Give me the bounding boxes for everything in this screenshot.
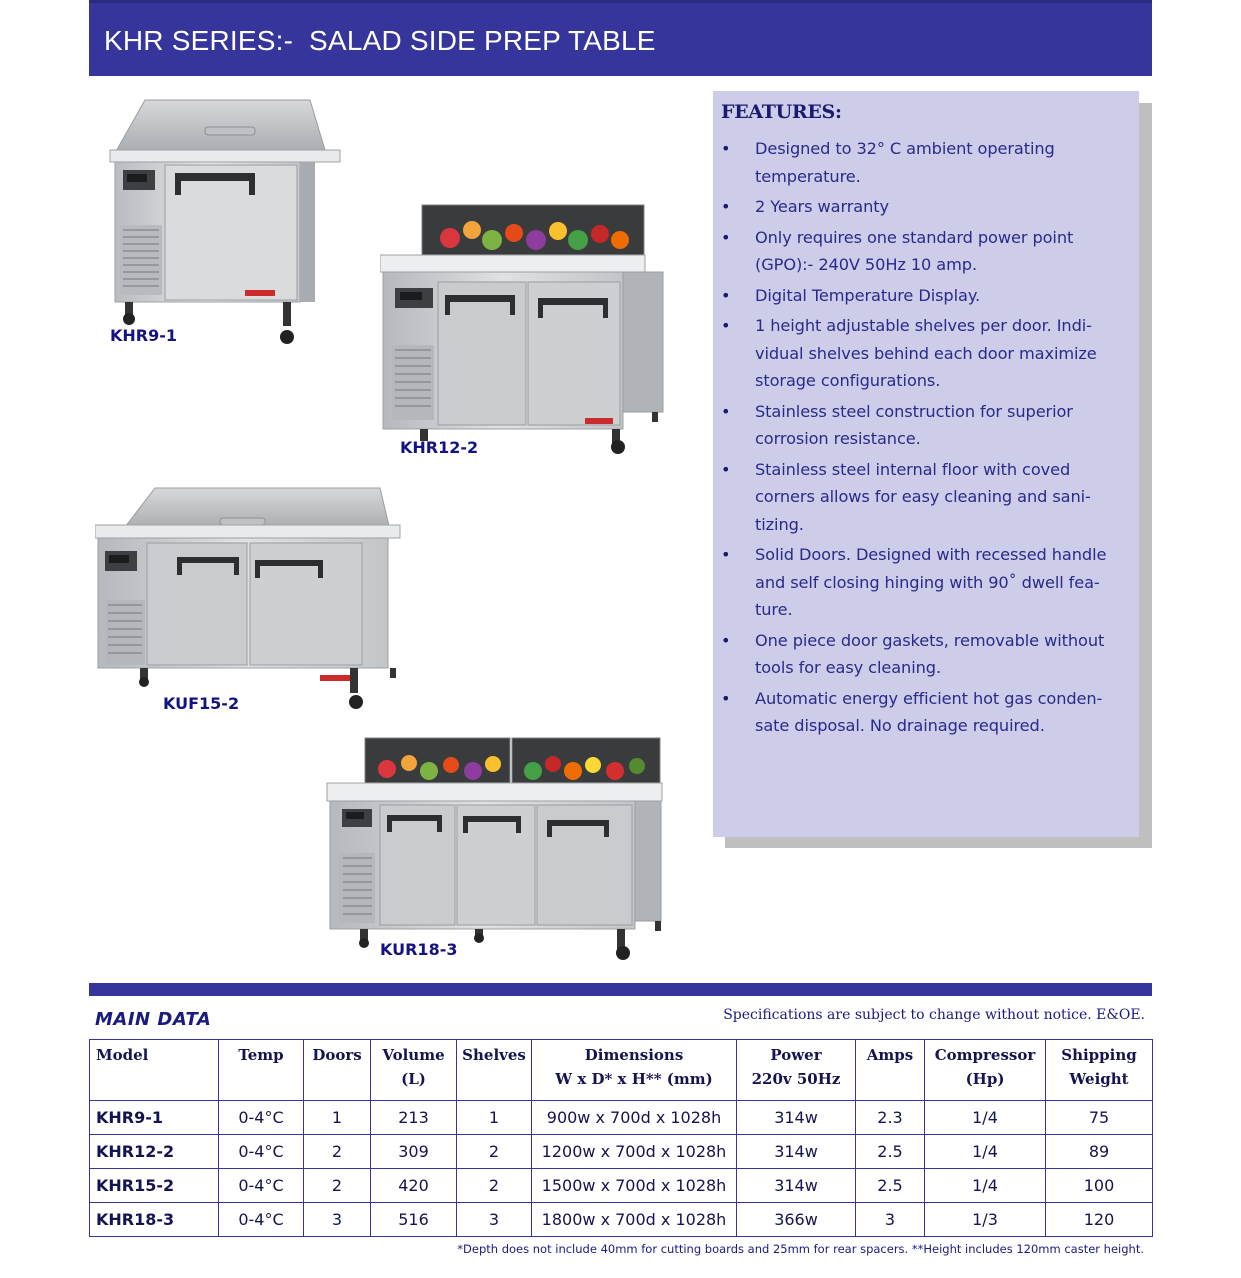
bullet-icon: • [721,401,731,421]
cell-amps: 2.3 [856,1101,925,1135]
features-title: FEATURES: [721,101,842,123]
feature-item: • Designed to 32° C ambient operating temperature. [721,135,1127,190]
product-label: KUF15-2 [163,694,240,713]
column-header: Shelves [457,1040,532,1101]
cell-temp: 0-4°C [219,1135,304,1169]
cell-compressor: 1/3 [925,1203,1046,1237]
bullet-icon: • [721,316,731,335]
column-header: Dimensions W x D* x H** (mm) [532,1040,737,1101]
cell-compressor: 1/4 [925,1169,1046,1203]
cell-amps: 2.5 [856,1135,925,1169]
specs-table [89,1039,1153,1237]
feature-item: • 1 height adjustable shelves per door. Indi-vidual shelves behind each door maximize storage configurations. [721,312,1127,395]
column-header: Model [90,1040,219,1101]
cell-doors: 2 [304,1135,371,1169]
table-row [90,1203,1153,1237]
bullet-icon: • [721,227,731,247]
cell-volume: 516 [371,1203,457,1237]
cell-compressor: 1/4 [925,1101,1046,1135]
cell-compressor: 1/4 [925,1135,1046,1169]
features-panel [713,91,1139,837]
feature-item: • 2 Years warranty [721,193,1127,221]
column-header: Shipping Weight [1046,1040,1153,1101]
cell-shelves: 1 [457,1101,532,1135]
cell-temp: 0-4°C [219,1101,304,1135]
bullet-icon: • [721,459,731,479]
bullet-icon: • [721,545,731,564]
header-bar [89,0,1152,76]
cell-doors: 2 [304,1169,371,1203]
product-label: KHR12-2 [400,438,479,457]
cell-volume: 420 [371,1169,457,1203]
cell-shelves: 3 [457,1203,532,1237]
cell-weight: 120 [1046,1203,1153,1237]
cell-model: KHR18-3 [90,1203,219,1237]
cell-shelves: 2 [457,1135,532,1169]
cell-power: 314w [737,1135,856,1169]
feature-item: • Only requires one standard power point (GPO):- 240V 50Hz 10 amp. [721,224,1127,279]
cell-dimensions: 1800w x 700d x 1028h [532,1203,737,1237]
column-header: Doors [304,1040,371,1101]
cell-amps: 3 [856,1203,925,1237]
product-image-khr12-2 [380,200,670,462]
feature-item: • Stainless steel internal floor with coved corners allows for easy cleaning and sani-tizing. [721,456,1127,539]
bullet-icon: • [721,630,731,650]
column-header: Compressor (Hp) [925,1040,1046,1101]
cell-power: 366w [737,1203,856,1237]
column-header: Volume (L) [371,1040,457,1101]
cell-temp: 0-4°C [219,1203,304,1237]
feature-item: • Digital Temperature Display. [721,282,1127,310]
cell-volume: 213 [371,1101,457,1135]
product-label: KHR9-1 [110,326,178,345]
product-image-kuf15-2 [95,485,405,715]
cell-power: 314w [737,1101,856,1135]
table-header-row [90,1040,1153,1101]
column-header: Amps [856,1040,925,1101]
cell-doors: 3 [304,1203,371,1237]
spec-note: Specifications are subject to change without notice. E&OE. [723,1007,1145,1023]
cell-power: 314w [737,1169,856,1203]
bullet-icon: • [721,285,731,305]
cell-shelves: 2 [457,1169,532,1203]
feature-item: • Automatic energy efficient hot gas conden-sate disposal. No drainage required. [721,685,1127,740]
column-header: Power 220v 50Hz [737,1040,856,1101]
cell-weight: 89 [1046,1135,1153,1169]
table-row [90,1135,1153,1169]
main-data-title: MAIN DATA [95,1009,212,1030]
table-row [90,1101,1153,1135]
bullet-icon: • [721,139,731,158]
cell-dimensions: 900w x 700d x 1028h [532,1101,737,1135]
bullet-icon: • [721,197,731,216]
cell-doors: 1 [304,1101,371,1135]
section-divider [89,983,1152,996]
table-footnote: *Depth does not include 40mm for cutting boards and 25mm for rear spacers. **Height includes 120mm caster height. [457,1242,1144,1256]
product-label: KUR18-3 [380,940,458,959]
product-image-khr9-1 [105,95,345,350]
feature-item: • Stainless steel construction for superior corrosion resistance. [721,398,1127,453]
cell-amps: 2.5 [856,1169,925,1203]
cell-temp: 0-4°C [219,1169,304,1203]
column-header: Temp [219,1040,304,1101]
cell-dimensions: 1500w x 700d x 1028h [532,1169,737,1203]
cell-model: KHR15-2 [90,1169,219,1203]
cell-volume: 309 [371,1135,457,1169]
cell-model: KHR9-1 [90,1101,219,1135]
cell-weight: 75 [1046,1101,1153,1135]
feature-item: • Solid Doors. Designed with recessed handle and self closing hinging with 90˚ dwell fea-ture. [721,541,1127,624]
cell-dimensions: 1200w x 700d x 1028h [532,1135,737,1169]
page-title: KHR SERIES:- SALAD SIDE PREP TABLE [104,25,656,56]
product-image-kur18-3 [325,733,670,965]
cell-model: KHR12-2 [90,1135,219,1169]
features-list [721,135,1127,740]
cell-weight: 100 [1046,1169,1153,1203]
bullet-icon: • [721,688,731,708]
table-row [90,1169,1153,1203]
feature-item: • One piece door gaskets, removable without tools for easy cleaning. [721,627,1127,682]
